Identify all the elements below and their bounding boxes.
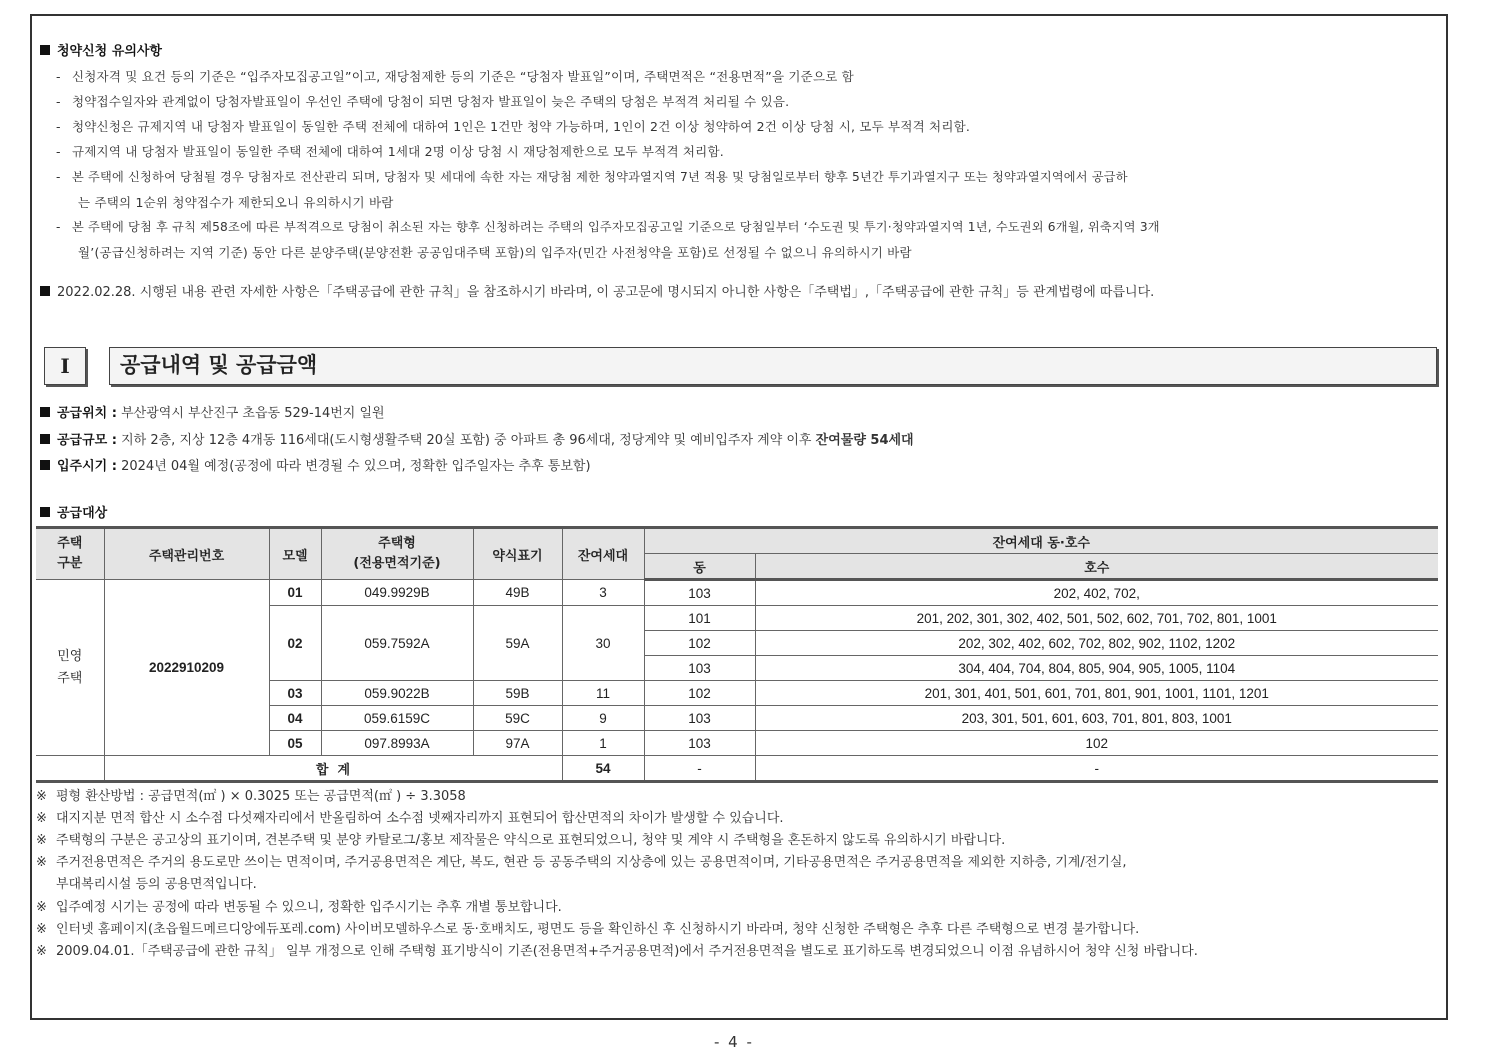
housing-category-cell: 민영 주택: [36, 580, 104, 756]
reference-mark-icon: ※: [36, 855, 47, 870]
housing-type-cell: 059.9022B: [321, 681, 473, 706]
note-text: 평형 환산방법 : 공급면적(㎡ ) × 0.3025 또는 공급면적(㎡ ) ÷ 3.3058: [56, 789, 466, 804]
table-header-row: [36, 528, 1438, 554]
supply-target-heading: [40, 502, 107, 521]
notice-item-text: 청약접수일자와 관계없이 당첨자발표일이 우선인 주택에 당첨이 되면 당첨자 발표일이 늦은 주택의 당첨은 부적격 처리될 수 있음.: [72, 94, 790, 109]
ho-cell: 102: [755, 731, 1438, 756]
dong-cell: 103: [644, 656, 755, 681]
note-text: 대지지분 면적 합산 시 소수점 다섯째자리에서 반올림하여 소수점 넷째자리까지 표현되어 합산면적의 차이가 발생할 수 있습니다.: [56, 811, 784, 826]
total-empty-cell: [36, 756, 104, 782]
reference-mark-icon: ※: [36, 833, 47, 848]
note-item: [36, 918, 1139, 937]
notice-item: - 청약신청은 규제지역 내 당첨자 발표일이 동일한 주택 전체에 대하여 1인은 1건만 청약 가능하며, 1인이 2건 이상 청약하여 2건 이상 당첨 시, 모두 부적격 처리함.: [56, 119, 971, 134]
ho-cell: 201, 202, 301, 302, 402, 501, 502, 602, 701, 702, 801, 1001: [755, 606, 1438, 631]
notice-heading-text: 청약신청 유의사항: [57, 44, 162, 59]
dong-cell: 101: [644, 606, 755, 631]
square-bullet-icon: [40, 407, 50, 417]
notice-item-text: 신청자격 및 요건 등의 기준은 “입주자모집공고일”이고, 재당첨제한 등의 기준은 “당첨자 발표일”이며, 주택면적은 “전용면적”을 기준으로 함: [72, 69, 854, 84]
reference-text: 2022.02.28. 시행된 내용 관련 자세한 사항은「주택공급에 관한 규칙」을 참조하시기 바라며, 이 공고문에 명시되지 아니한 사항은「주택법」,「주택공급에 관한 규칙」등 관계법령에 따릅니다.: [57, 285, 1155, 300]
note-text: 주거전용면적은 주거의 용도로만 쓰이는 면적이며, 주거공용면적은 계단, 복도, 현관 등 공동주택의 지상층에 있는 공용면적이며, 기타공용면적은 주거공용면적을 제외한 지하층, 기계/전기실,: [56, 855, 1127, 870]
table-total-row: [36, 756, 1438, 782]
reference-note: [40, 281, 1154, 300]
page-number: - 4 -: [714, 1033, 754, 1051]
header-housing-category: 주택 구분: [36, 528, 104, 580]
square-bullet-icon: [40, 507, 50, 517]
location-label: 공급위치 :: [57, 406, 117, 421]
scale-remaining-bold: 잔여물량 54세대: [815, 433, 914, 448]
note-item: [36, 896, 562, 915]
notice-item-continuation: 월’(공급신청하려는 지역 기준) 동안 다른 분양주택(분양전환 공공임대주택 포함)의 입주자(민간 사전청약을 포함)로 선정될 수 없으니 유의하시기 바람: [78, 245, 912, 260]
square-bullet-icon: [40, 460, 50, 470]
abbr-cell: 59C: [473, 706, 562, 731]
notice-item: - 신청자격 및 요건 등의 기준은 “입주자모집공고일”이고, 재당첨제한 등의 기준은 “당첨자 발표일”이며, 주택면적은 “전용면적”을 기준으로 함: [56, 69, 854, 84]
supply-table: [36, 526, 1438, 783]
location-value: 부산광역시 부산진구 초읍동 529-14번지 일원: [121, 406, 385, 421]
note-text: 인터넷 홈페이지(초읍월드메르디앙에듀포레.com) 사이버모델하우스로 동·호배치도, 평면도 등을 확인하신 후 신청하시기 바라며, 청약 신청한 주택형은 추후 다른 주택형으로 변경 불가합니다.: [56, 922, 1140, 937]
header-abbr: 약식표기: [473, 528, 562, 580]
header-ho: 호수: [755, 554, 1438, 580]
mgmt-no-cell: 2022910209: [104, 580, 269, 756]
header-dong: 동: [644, 554, 755, 580]
remaining-cell: 1: [562, 731, 644, 756]
section-title: 공급내역 및 공급금액: [109, 347, 1437, 385]
note-text: 2009.04.01.「주택공급에 관한 규칙」 일부 개정으로 인해 주택형 표기방식이 기존(전용면적+주거공용면적)에서 주거전용면적을 별도로 표기하도록 변경되었으니 이점 유념하시어 청약 신청 바랍니다.: [56, 944, 1198, 959]
note-text: 입주예정 시기는 공정에 따라 변동될 수 있으니, 정확한 입주시기는 추후 개별 통보합니다.: [56, 900, 562, 915]
model-cell: 04: [269, 706, 321, 731]
remaining-cell: 9: [562, 706, 644, 731]
note-item-continuation: 부대복리시설 등의 공용면적입니다.: [56, 877, 257, 892]
ho-cell: 203, 301, 501, 601, 603, 701, 801, 803, 1001: [755, 706, 1438, 731]
notice-item-text: 규제지역 내 당첨자 발표일이 동일한 주택 전체에 대하여 1세대 2명 이상 당첨 시 재당첨제한으로 모두 부적격 처리함.: [72, 144, 724, 159]
notice-item: - 본 주택에 신청하여 당첨될 경우 당첨자로 전산관리 되며, 당첨자 및 세대에 속한 자는 재당첨 제한 청약과열지역 7년 적용 및 당첨일로부터 향후 5년간 투기과열지구 또는 청약과열지역에서 공급하: [56, 170, 1128, 184]
notice-heading: [40, 40, 162, 59]
remaining-cell: 3: [562, 580, 644, 606]
note-text: 주택형의 구분은 공고상의 표기이며, 견본주택 및 분양 카탈로그/홍보 제작물은 약식으로 표현되었으니, 청약 및 계약 시 주택형을 혼돈하지 않도록 유의하시기 바랍니다.: [56, 833, 1006, 848]
movein-label: 입주시기 :: [57, 459, 117, 474]
dong-cell: 103: [644, 580, 755, 606]
housing-type-cell: 049.9929B: [321, 580, 473, 606]
note-item: [36, 807, 784, 826]
remaining-cell: 11: [562, 681, 644, 706]
reference-mark-icon: ※: [36, 811, 47, 826]
total-label: 합 계: [104, 756, 562, 782]
section-number: I: [44, 347, 86, 385]
model-cell: 01: [269, 580, 321, 606]
abbr-cell: 97A: [473, 731, 562, 756]
remaining-cell: 30: [562, 606, 644, 681]
ho-cell: 304, 404, 704, 804, 805, 904, 905, 1005, 1104: [755, 656, 1438, 681]
dong-cell: 103: [644, 731, 755, 756]
square-bullet-icon: [40, 434, 50, 444]
header-housing-type: [321, 528, 473, 580]
movein-value: 2024년 04월 예정(공정에 따라 변경될 수 있으며, 정확한 입주일자는 추후 통보함): [121, 459, 591, 474]
housing-type-cell: 059.6159C: [321, 706, 473, 731]
reference-mark-icon: ※: [36, 922, 47, 937]
reference-mark-icon: ※: [36, 944, 47, 959]
header-housing-type-sub: (전용면적기준): [353, 556, 441, 571]
abbr-cell: 59B: [473, 681, 562, 706]
housing-type-cell: 059.7592A: [321, 606, 473, 681]
header-remaining: 잔여세대: [562, 528, 644, 580]
header-model: 모델: [269, 528, 321, 580]
note-item: [36, 940, 1198, 959]
total-dong: -: [644, 756, 755, 782]
header-unit-group: 잔여세대 동·호수: [644, 528, 1438, 554]
notice-item-text: 본 주택에 당첨 후 규칙 제58조에 따른 부적격으로 당첨이 취소된 자는 향후 신청하려는 주택의 입주자모집공고일 기준으로 당첨일부터 ‘수도권 및 투기·청약과열지역 1년, 수도권외 6개월, 위축지역 3개: [72, 220, 1160, 234]
reference-mark-icon: ※: [36, 789, 47, 804]
supply-scale: [40, 429, 914, 448]
reference-mark-icon: ※: [36, 900, 47, 915]
note-item: [36, 829, 1005, 848]
dong-cell: 102: [644, 681, 755, 706]
total-remaining: 54: [562, 756, 644, 782]
dong-cell: 103: [644, 706, 755, 731]
table-row: [36, 580, 1438, 606]
ho-cell: 201, 301, 401, 501, 601, 701, 801, 901, 1001, 1101, 1201: [755, 681, 1438, 706]
move-in-date: [40, 455, 591, 474]
scale-label: 공급규모 :: [57, 433, 117, 448]
total-ho: -: [755, 756, 1438, 782]
note-item: [36, 785, 466, 804]
header-mgmt-no: 주택관리번호: [104, 528, 269, 580]
supply-target-heading-text: 공급대상: [57, 506, 108, 521]
note-item: [36, 851, 1127, 870]
square-bullet-icon: [40, 45, 50, 55]
model-cell: 05: [269, 731, 321, 756]
square-bullet-icon: [40, 286, 50, 296]
abbr-cell: 49B: [473, 580, 562, 606]
header-housing-type-main: 주택형: [378, 536, 416, 551]
ho-cell: 202, 402, 702,: [755, 580, 1438, 606]
notice-item: - 본 주택에 당첨 후 규칙 제58조에 따른 부적격으로 당첨이 취소된 자는 향후 신청하려는 주택의 입주자모집공고일 기준으로 당첨일부터 ‘수도권 및 투기·청약과열지역 1년, 수도권외 6개월, 위축지역 3개: [56, 220, 1160, 234]
abbr-cell: 59A: [473, 606, 562, 681]
supply-location: [40, 402, 385, 421]
dong-cell: 102: [644, 631, 755, 656]
ho-cell: 202, 302, 402, 602, 702, 802, 902, 1102, 1202: [755, 631, 1438, 656]
scale-value: 지하 2층, 지상 12층 4개동 116세대(도시형생활주택 20실 포함) 중 아파트 총 96세대, 정당계약 및 예비입주자 계약 이후: [121, 433, 816, 448]
notice-item-text: 본 주택에 신청하여 당첨될 경우 당첨자로 전산관리 되며, 당첨자 및 세대에 속한 자는 재당첨 제한 청약과열지역 7년 적용 및 당첨일로부터 향후 5년간 투기과열지구 또는 청약과열지역에서 공급하: [72, 170, 1128, 184]
model-cell: 03: [269, 681, 321, 706]
model-cell: 02: [269, 606, 321, 681]
notice-item-continuation: 는 주택의 1순위 청약접수가 제한되오니 유의하시기 바람: [78, 195, 394, 210]
housing-type-cell: 097.8993A: [321, 731, 473, 756]
notice-item: - 청약접수일자와 관계없이 당첨자발표일이 우선인 주택에 당첨이 되면 당첨자 발표일이 늦은 주택의 당첨은 부적격 처리될 수 있음.: [56, 94, 790, 109]
notice-item-text: 청약신청은 규제지역 내 당첨자 발표일이 동일한 주택 전체에 대하여 1인은 1건만 청약 가능하며, 1인이 2건 이상 청약하여 2건 이상 당첨 시, 모두 부적격 처리함.: [72, 119, 971, 134]
notice-item: - 규제지역 내 당첨자 발표일이 동일한 주택 전체에 대하여 1세대 2명 이상 당첨 시 재당첨제한으로 모두 부적격 처리함.: [56, 144, 724, 159]
